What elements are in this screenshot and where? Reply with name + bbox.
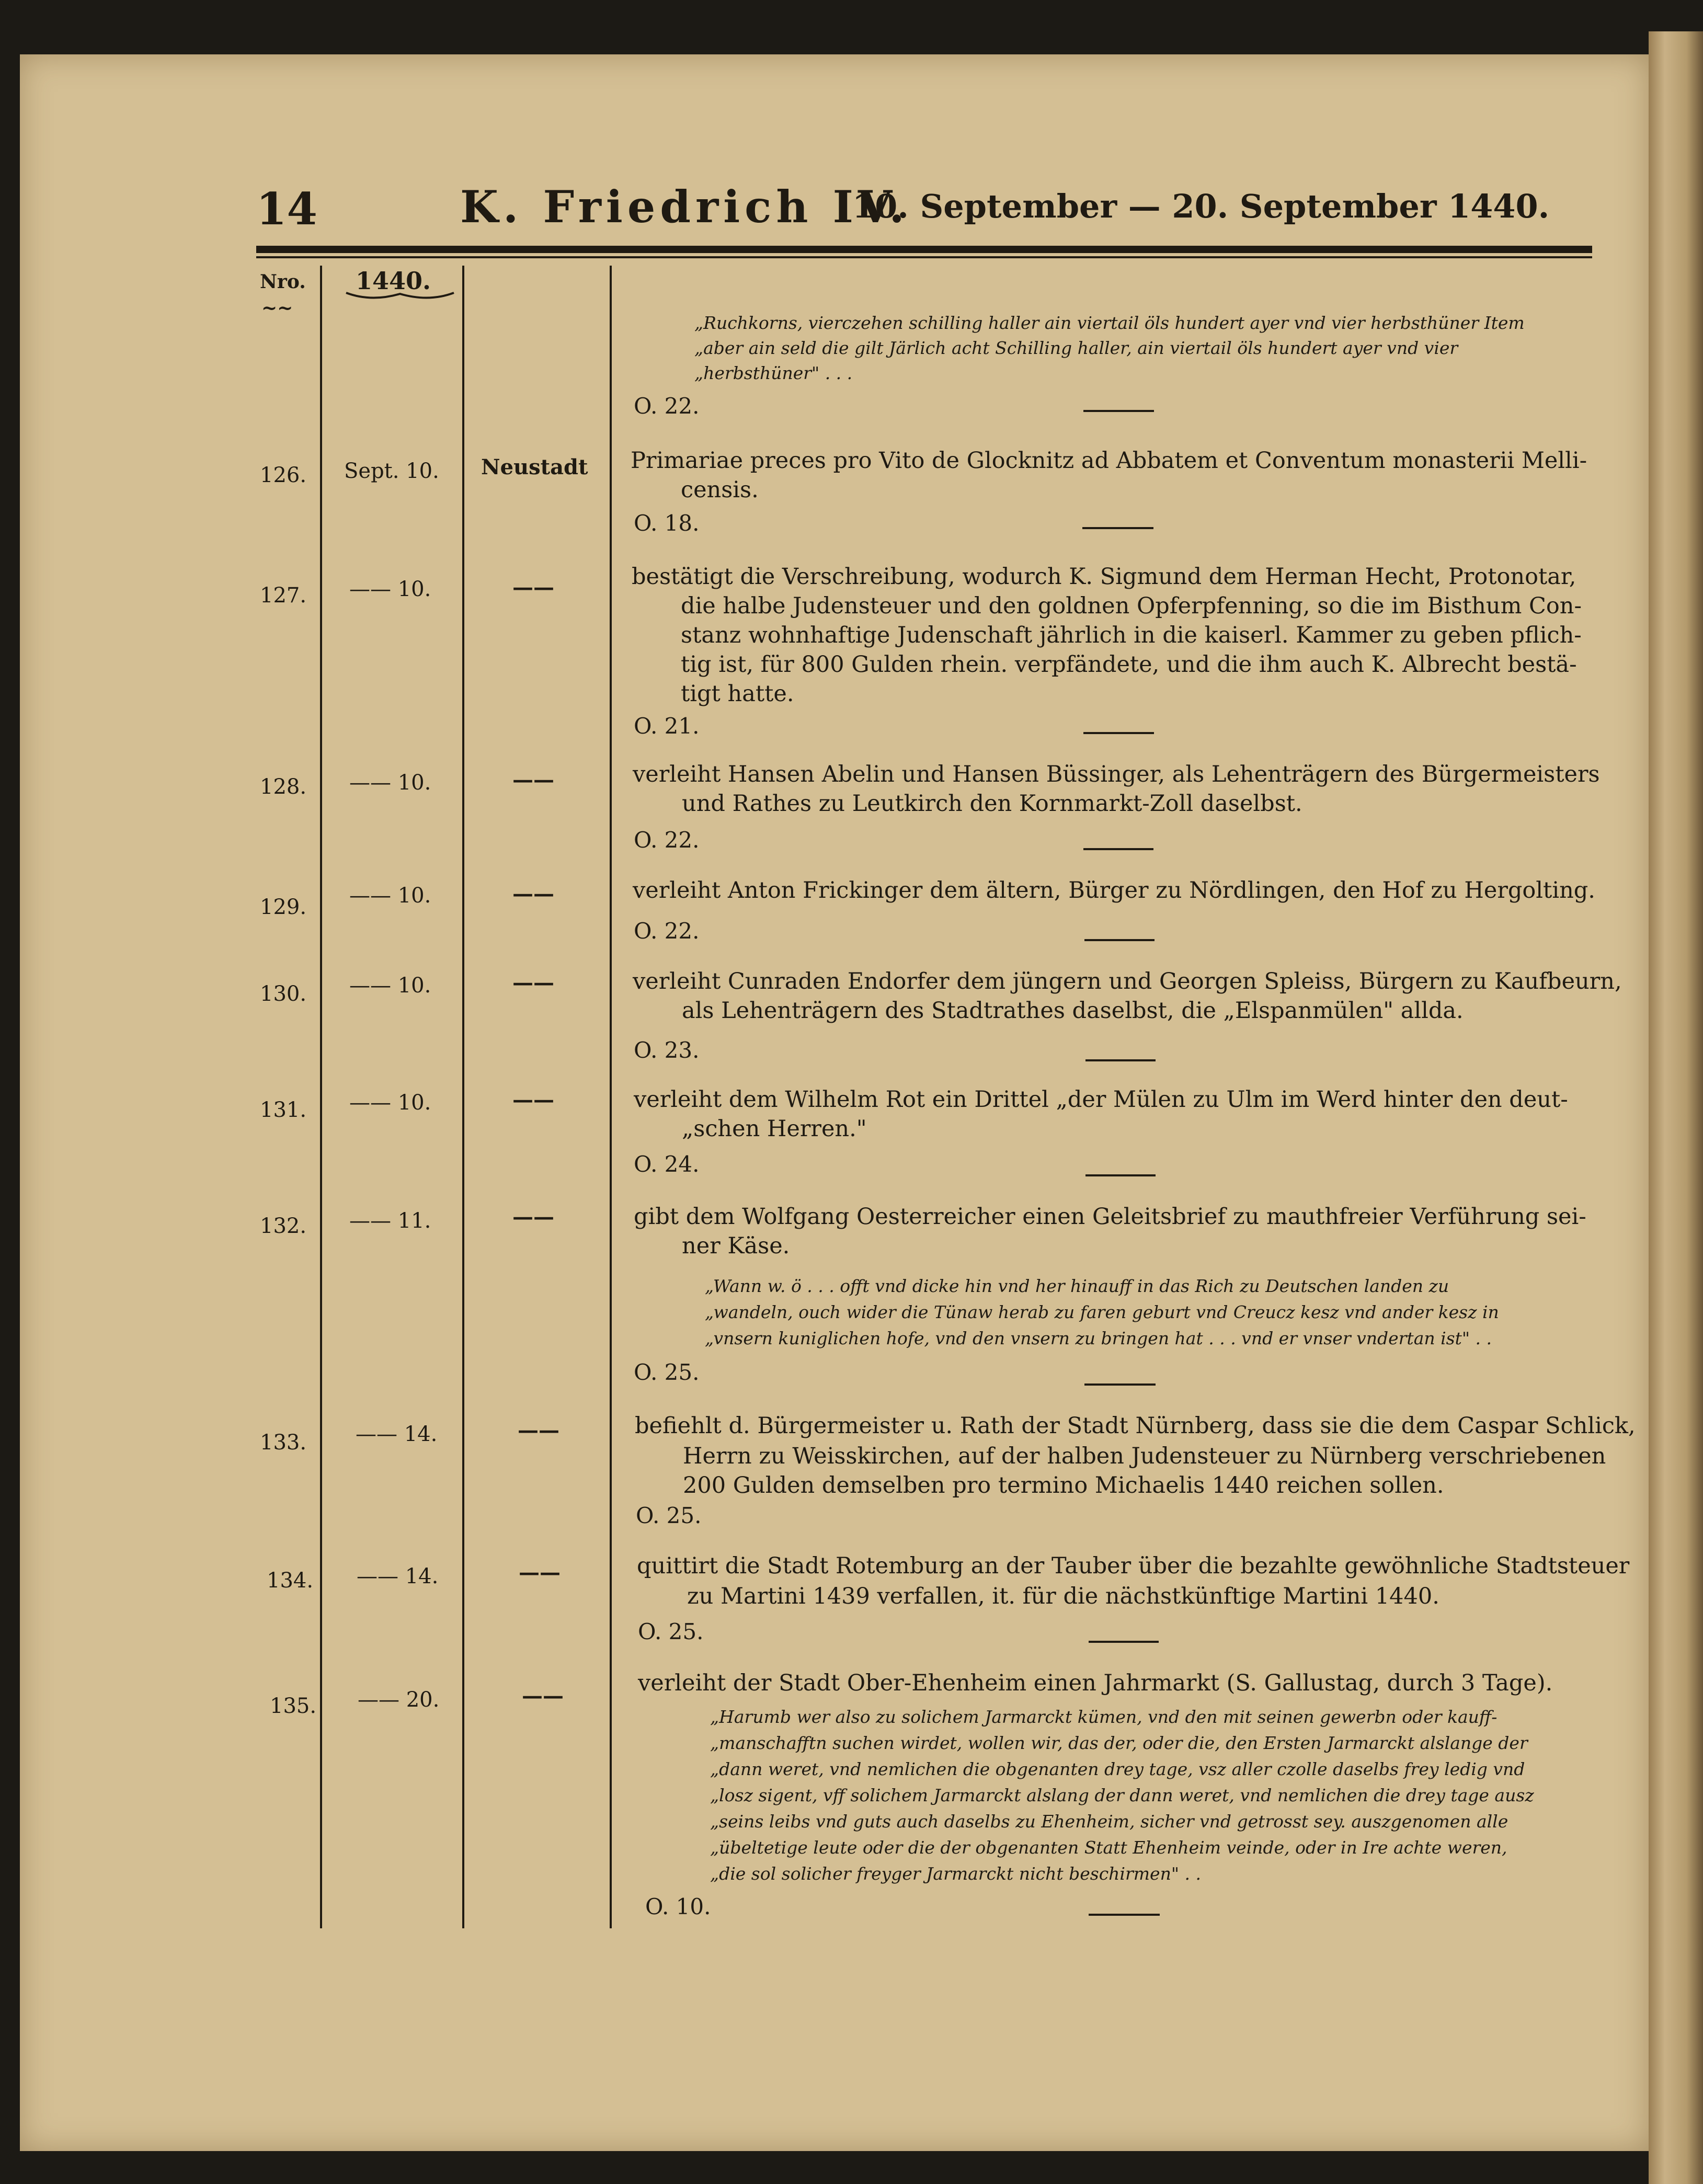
entry-source: O. 22. [634,918,700,944]
page-number: 14 [256,183,317,235]
column-header-ornament: ~~ [261,297,293,319]
entry-place: —— [512,1088,554,1112]
entry-number: 133. [260,1431,307,1455]
entry-place: —— [512,768,554,792]
entry-text-line: verleiht Hansen Abelin und Hansen Büssinger, als Lehenträgern des Bürgermeisters [633,761,1600,787]
entry-text-line: Primariae preces pro Vito de Glocknitz ad Abbatem et Conventum monasterii Melli- [631,448,1587,474]
separator-dash [1083,848,1153,850]
entry-text-line: quittirt die Stadt Rotemburg an der Tauber über die bezahlte gewöhnliche Stadtsteuer [637,1553,1630,1579]
entry-text-line: zu Martini 1439 verfallen, it. für die nächstkünftige Martini 1440. [687,1583,1439,1609]
entry-date: —— 11. [349,1209,431,1233]
entry-quote-line: „die sol solicher freyger Jarmarckt nicht beschirmen" . . [710,1863,1201,1884]
separator-dash [1085,1059,1156,1061]
entry-text-line: tigt hatte. [681,681,794,707]
entry-place: —— [512,882,554,906]
entry-text-line: verleiht Cunraden Endorfer dem jüngern und Georgen Spleiss, Bürgern zu Kaufbeurn, [633,968,1622,994]
preamble-quote-line: „Ruchkorns, vierczehen schilling haller ain viertail öls hundert ayer vnd vier herbsthüner Item [694,313,1525,333]
separator-dash [1089,1914,1160,1916]
entry-text-line: verleiht dem Wilhelm Rot ein Drittel „der Mülen zu Ulm im Werd hinter den deut- [634,1087,1568,1113]
entry-quote-line: „manschafftn suchen wirdet, wollen wir, das der, oder die, den Ersten Jarmarckt alslange der [710,1733,1528,1753]
entry-date: —— 10. [349,577,431,601]
entry-number: 126. [260,463,307,487]
entry-number: 135. [270,1694,317,1718]
entry-source: O. 10. [645,1894,711,1919]
preamble-quote-line: „aber ain seld die gilt Järlich acht Schilling haller, ain viertail öls hundert ayer vnd vier [694,338,1458,358]
entry-date: —— 10. [349,771,431,795]
preamble-source: O. 22. [634,393,700,419]
column-header-nro: Nro. [260,271,306,293]
entry-text-line: verleiht der Stadt Ober-Ehenheim einen Jahrmarkt (S. Gallustag, durch 3 Tage). [638,1670,1553,1696]
entry-number: 131. [260,1098,307,1122]
entry-date: —— 10. [349,974,431,998]
entry-place: —— [512,1205,554,1229]
entry-quote-line: „losz sigent, vff solichem Jarmarckt alslang der dann weret, vnd nemlichen die drey tage ausz [710,1785,1534,1805]
column-rule-3 [610,266,612,1928]
separator-dash [1084,939,1155,941]
page-title: K. Friedrich IV. [460,181,909,233]
entry-date: —— 14. [357,1564,439,1588]
entry-text-line: „schen Herren." [682,1116,867,1142]
entry-place: —— [518,1418,559,1443]
date-range: 10. September — 20. September 1440. [852,187,1550,225]
entry-source: O. 25. [634,1359,700,1385]
column-rule-2 [462,266,464,1928]
entry-quote-line: „übeltetige leute oder die der obgenanten Statt Ehenheim veinde, oder in Ire achte weren, [710,1837,1507,1858]
book-spine [1649,31,1703,2184]
entry-text-line: und Rathes zu Leutkirch den Kornmarkt-Zoll daselbst. [682,791,1302,817]
preamble-quote-line: „herbsthüner" . . . [694,363,853,383]
entry-text-line: Herrn zu Weisskirchen, auf der halben Judensteuer zu Nürnberg verschriebenen [683,1443,1606,1469]
entry-quote-line: „seins leibs vnd guts auch daselbs zu Ehenheim, sicher vnd getrosst sey. auszgenomen alle [710,1811,1508,1832]
entry-text-line: ner Käse. [682,1233,790,1259]
entry-source: O. 25. [638,1619,704,1644]
entry-place: —— [512,970,554,995]
entry-quote-line: „vnsern kuniglichen hofe, vnd den vnsern zu bringen hat . . . vnd er vnser vndertan ist" . . [705,1328,1492,1348]
entry-date: —— 10. [349,1091,431,1115]
entry-number: 127. [260,584,307,608]
entry-number: 128. [260,775,307,799]
entry-number: 134. [267,1569,314,1593]
entry-text-line: gibt dem Wolfgang Oesterreicher einen Geleitsbrief zu mauthfreier Verführung sei- [634,1204,1586,1230]
entry-text-line: censis. [681,477,759,503]
entry-quote-line: „Wann w. ö . . . offt vnd dicke hin vnd her hinauff in das Rich zu Deutschen landen zu [705,1276,1449,1296]
entry-place: Neustadt [481,455,588,479]
entry-place: —— [522,1684,564,1708]
entry-source: O. 23. [634,1037,700,1063]
entry-text-line: stanz wohnhaftige Judenschaft jährlich in die kaiserl. Kammer zu geben pflich- [681,622,1582,648]
entry-date: —— 10. [349,884,431,908]
entry-date: —— 14. [356,1422,438,1446]
entry-text-line: verleiht Anton Frickinger dem ältern, Bürger zu Nördlingen, den Hof zu Hergolting. [633,877,1595,904]
entry-place: —— [519,1560,561,1585]
column-rule-1 [320,266,322,1928]
entry-source: O. 22. [634,827,700,853]
entry-date: —— 20. [358,1688,440,1712]
separator-dash [1083,410,1154,412]
separator-dash [1083,732,1154,734]
entry-source: O. 18. [634,510,700,536]
entry-number: 132. [260,1214,307,1238]
entry-text-line: die halbe Judensteuer und den goldnen Opferpfenning, so die im Bisthum Con- [681,593,1582,619]
entry-place: —— [512,575,554,600]
entry-text-line: tig ist, für 800 Gulden rhein. verpfändete, und die ihm auch K. Albrecht bestä- [681,651,1577,678]
header-rule-thick [256,246,1592,253]
separator-dash [1084,1383,1156,1386]
entry-text-line: als Lehenträgern des Stadtrathes daselbst, die „Elspanmülen" allda. [682,998,1464,1024]
year-brace-ornament [345,291,455,303]
separator-dash [1089,1641,1159,1643]
column-header-year: 1440. [356,267,431,295]
entry-date: Sept. 10. [344,459,439,483]
entry-quote-line: „Harumb wer also zu solichem Jarmarckt kümen, vnd den mit seinen gewerbn oder kauff- [710,1707,1498,1727]
separator-dash [1085,1174,1156,1176]
entry-quote-line: „dann weret, vnd nemlichen die obgenanten drey tage, vsz aller czolle daselbs frey ledig vnd [710,1759,1525,1779]
entry-number: 130. [260,982,307,1006]
entry-number: 129. [260,895,307,919]
separator-dash [1082,527,1153,529]
entry-text-line: bestätigt die Verschreibung, wodurch K. Sigmund dem Herman Hecht, Protonotar, [632,564,1576,590]
entry-source: O. 24. [634,1151,700,1177]
entry-text-line: befiehlt d. Bürgermeister u. Rath der Stadt Nürnberg, dass sie die dem Caspar Schlick, [635,1413,1636,1439]
entry-source: O. 25. [636,1503,702,1528]
entry-source: O. 21. [634,713,700,739]
header-rule-thin [256,256,1592,258]
entry-quote-line: „wandeln, ouch wider die Tünaw herab zu faren geburt vnd Creucz kesz vnd ander kesz in [705,1302,1499,1322]
entry-text-line: 200 Gulden demselben pro termino Michaelis 1440 reichen sollen. [683,1472,1444,1499]
